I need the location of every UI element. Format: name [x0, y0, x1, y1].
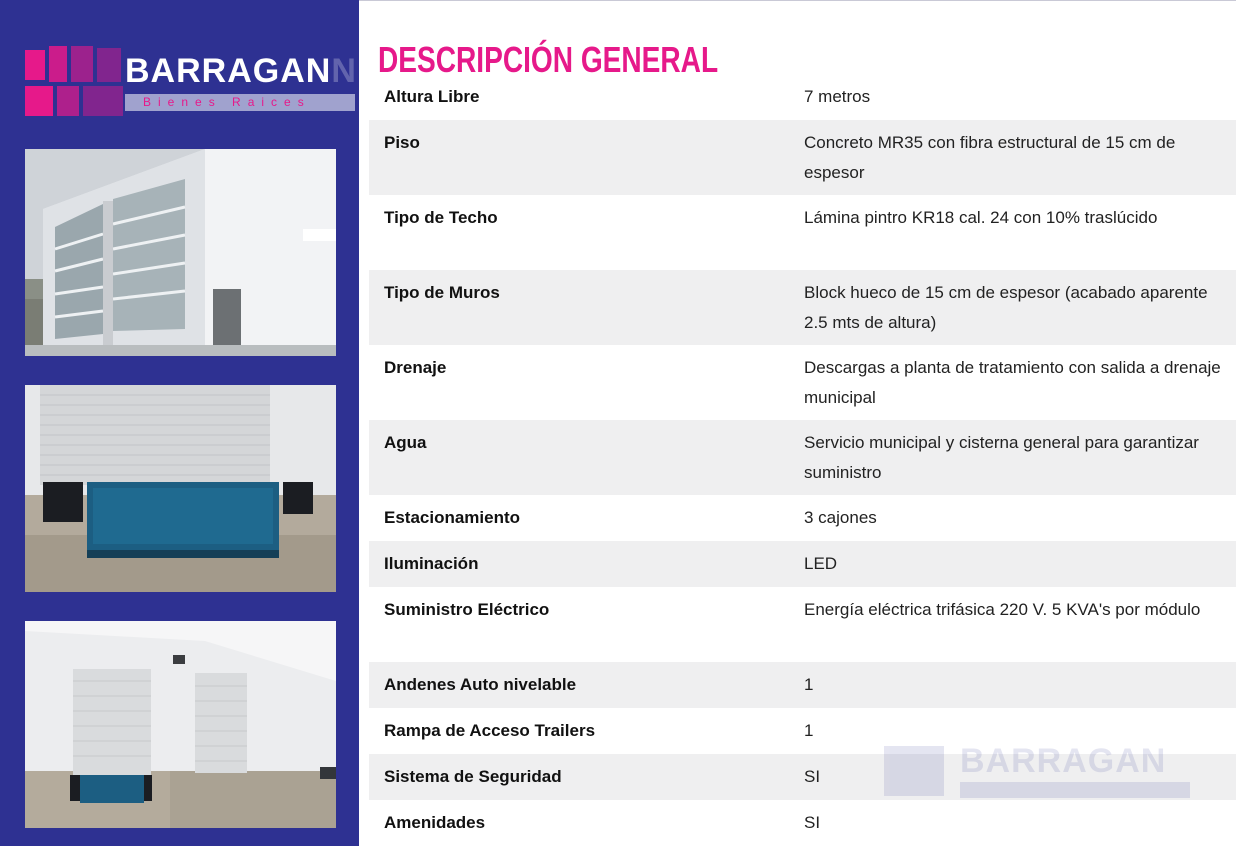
spec-row	[369, 195, 1236, 270]
top-divider	[359, 0, 1236, 1]
spec-row	[369, 270, 1236, 345]
spec-row	[369, 587, 1236, 662]
spec-row	[369, 495, 1236, 541]
spec-label: Agua	[384, 433, 427, 452]
brand-logo	[25, 46, 355, 120]
spec-row	[369, 662, 1236, 708]
spec-value: Servicio municipal y cisterna general para garantizar suministro	[804, 433, 1199, 482]
spec-label: Tipo de Muros	[384, 283, 500, 302]
spec-label: Sistema de Seguridad	[384, 767, 562, 786]
spec-label: Estacionamiento	[384, 508, 521, 527]
spec-label: Suministro Eléctrico	[384, 600, 550, 619]
spec-label: Iluminación	[384, 554, 479, 573]
building-facade-photo	[25, 149, 336, 356]
spec-value: 3 cajones	[804, 508, 877, 527]
spec-value: 1	[804, 675, 814, 694]
brand-tagline: Bienes Raices	[125, 94, 355, 111]
spec-label: Rampa de Acceso Trailers	[384, 721, 596, 740]
spec-value: 1	[804, 721, 814, 740]
brand-name: BARRAGANN	[125, 52, 357, 90]
spec-row	[369, 541, 1236, 587]
spec-value: Concreto MR35 con fibra estructural de 15 cm de espesor	[804, 133, 1176, 182]
spec-value: Descargas a planta de tratamiento con salida a drenaje municipal	[804, 358, 1221, 407]
spec-row	[369, 754, 1236, 800]
spec-label: Piso	[384, 133, 420, 152]
spec-value: 7 metros	[804, 87, 871, 106]
spec-value: SI	[804, 813, 821, 832]
spec-table	[369, 75, 1236, 846]
spec-label: Tipo de Techo	[384, 208, 498, 227]
spec-label: Drenaje	[384, 358, 447, 377]
sidebar	[0, 0, 359, 846]
spec-row	[369, 75, 1236, 120]
spec-row	[369, 120, 1236, 195]
spec-row	[369, 345, 1236, 420]
spec-value: Block hueco de 15 cm de espesor (acabado aparente 2.5 mts de altura)	[804, 283, 1208, 332]
warehouse-doors-photo	[25, 621, 336, 828]
spec-value: SI	[804, 767, 821, 786]
spec-row	[369, 420, 1236, 495]
section-title: DESCRIPCIÓN GENERAL	[378, 39, 719, 80]
spec-label: Amenidades	[384, 813, 486, 832]
spec-row	[369, 708, 1236, 754]
spec-label: Andenes Auto nivelable	[384, 675, 577, 694]
spec-label: Altura Libre	[384, 87, 480, 106]
spec-value: LED	[804, 554, 838, 573]
spec-value: Energía eléctrica trifásica 220 V. 5 KVA's por módulo	[804, 600, 1201, 619]
loading-dock-photo	[25, 385, 336, 592]
spec-row	[369, 800, 1236, 846]
spec-value: Lámina pintro KR18 cal. 24 con 10% traslúcido	[804, 208, 1158, 227]
